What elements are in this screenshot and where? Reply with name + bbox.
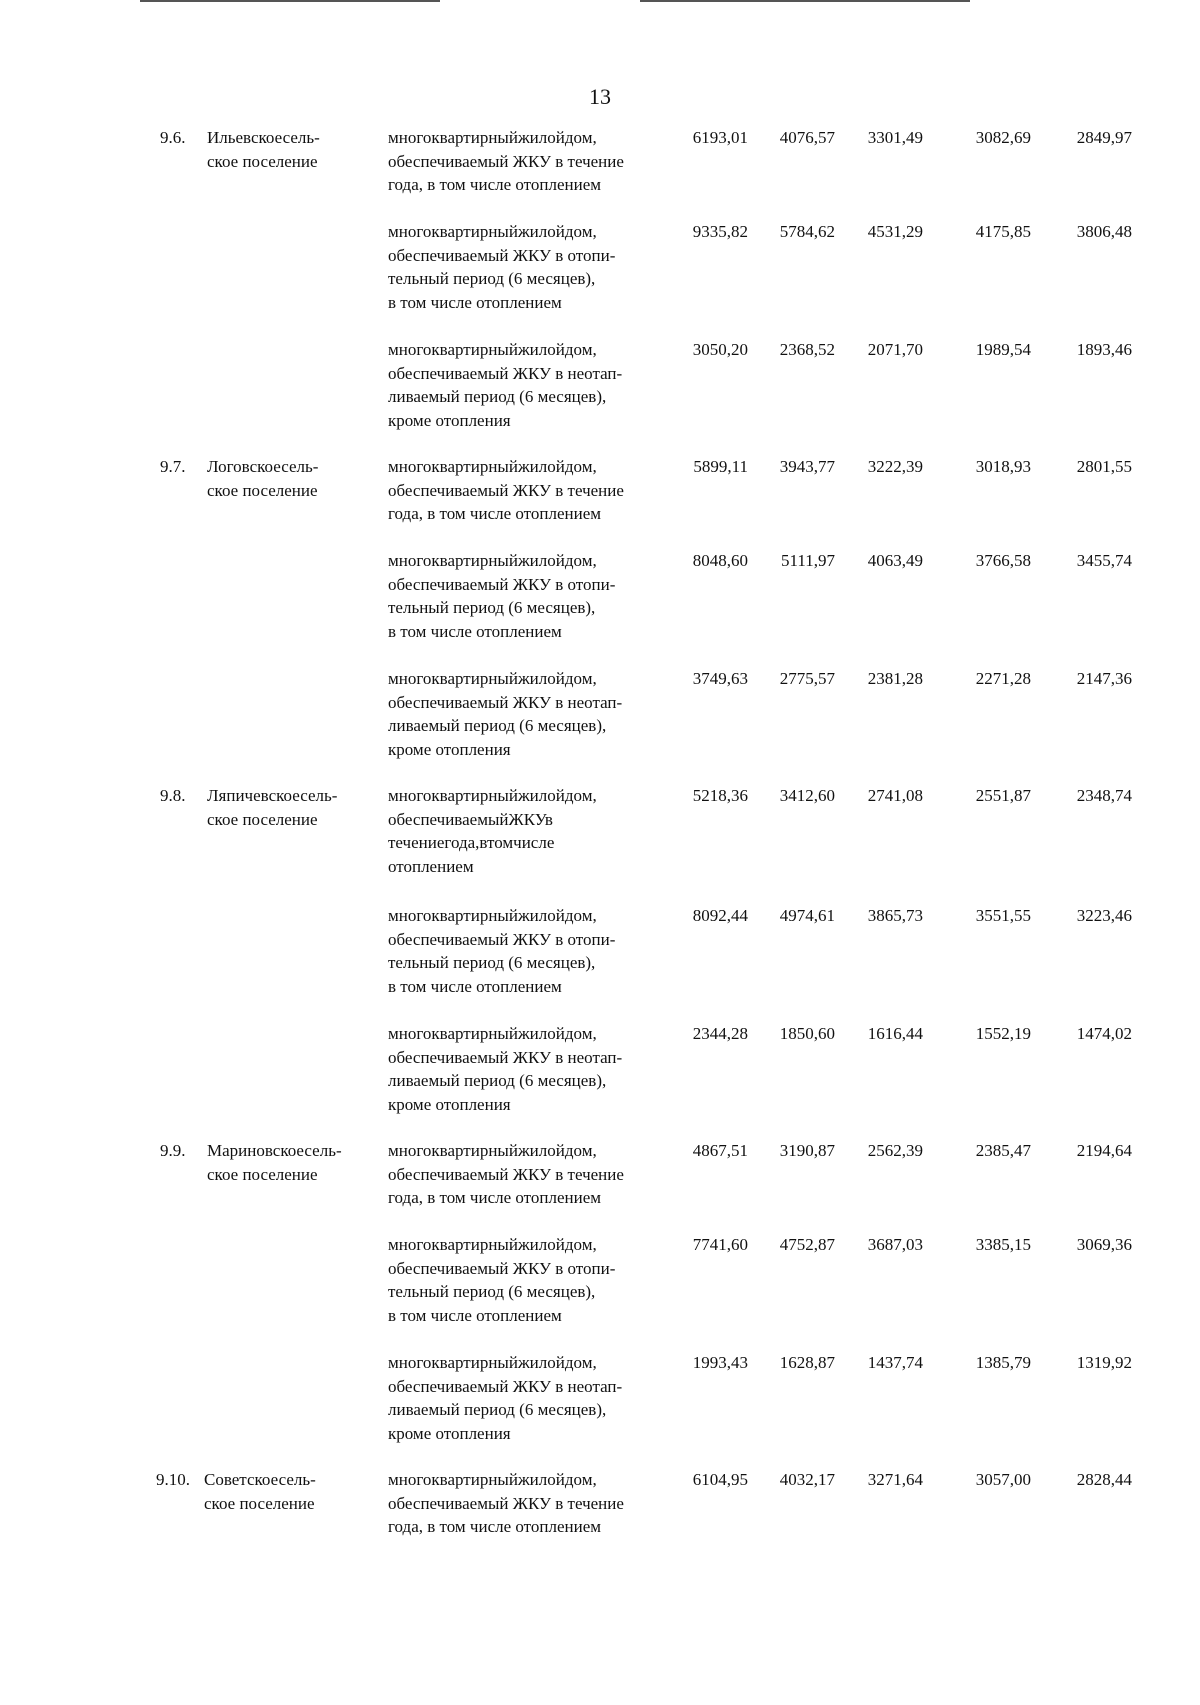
housing-type-description-line: обеспечиваемый ЖКУ в отопи-	[388, 1258, 616, 1278]
housing-type-description-line: многоквартирныйжилойдом,	[388, 786, 597, 805]
table-row	[0, 1022, 1200, 1116]
housing-type-description	[388, 784, 660, 878]
tariff-value-col-1: 3050,20	[692, 340, 748, 359]
tariff-value-col-2: 4032,17	[779, 1470, 835, 1489]
tariff-value-col-5: 3223,46	[1076, 906, 1132, 925]
tariff-value-col-5: 3806,48	[1076, 222, 1132, 241]
tariff-value-col-1: 2344,28	[692, 1024, 748, 1043]
housing-type-description-line: многоквартирныйжилойдом,	[388, 1024, 597, 1043]
housing-type-description-line: обеспечиваемый ЖКУ в неотап-	[388, 1047, 623, 1067]
row-number: 9.7.	[160, 457, 186, 476]
tariff-value-col-3: 4531,29	[867, 222, 923, 241]
settlement-name	[204, 1468, 372, 1515]
housing-type-description-line: обеспечиваемый ЖКУ в отопи-	[388, 245, 616, 265]
tariff-value-col-3: 3687,03	[867, 1235, 923, 1254]
housing-type-description	[388, 1233, 660, 1327]
tariff-value-col-4: 1552,19	[975, 1024, 1031, 1043]
tariff-value-col-4: 1385,79	[975, 1353, 1031, 1372]
housing-type-description-line: года, в том числе отоплением	[388, 1188, 601, 1207]
tariff-value-col-2: 5111,97	[781, 551, 835, 570]
tariff-value-col-4: 2385,47	[975, 1141, 1031, 1160]
housing-type-description-line: обеспечиваемый ЖКУ в отопи-	[388, 929, 616, 949]
housing-type-description-line: обеспечиваемый ЖКУ в течение	[388, 480, 624, 500]
row-number: 9.6.	[160, 128, 186, 147]
housing-type-description-line: течениегода,втомчисле	[388, 833, 555, 852]
tariff-value-col-5: 2194,64	[1076, 1141, 1132, 1160]
tariff-value-col-3: 2381,28	[867, 669, 923, 688]
settlement-name-line: ское поселение	[204, 1493, 315, 1513]
housing-type-description-line: года, в том числе отоплением	[388, 1517, 601, 1536]
table-row	[0, 126, 1200, 197]
tariff-value-col-4: 3057,00	[975, 1470, 1031, 1489]
tariff-value-col-4: 2551,87	[975, 786, 1031, 805]
housing-type-description-line: обеспечиваемый ЖКУ в отопи-	[388, 574, 616, 594]
housing-type-description	[388, 549, 660, 643]
settlement-name-line: ское поселение	[207, 480, 318, 500]
housing-type-description-line: ливаемый период (6 месяцев),	[388, 716, 607, 735]
scan-top-rule-right	[640, 0, 970, 2]
housing-type-description-line: многоквартирныйжилойдом,	[388, 128, 597, 147]
housing-type-description-line: года, в том числе отоплением	[388, 504, 601, 523]
housing-type-description-line: многоквартирныйжилойдом,	[388, 1235, 597, 1254]
tariff-value-col-2: 4752,87	[779, 1235, 835, 1254]
settlement-name	[207, 784, 375, 831]
tariff-value-col-1: 7741,60	[692, 1235, 748, 1254]
housing-type-description-line: ливаемый период (6 месяцев),	[388, 387, 607, 406]
housing-type-description-line: обеспечиваемый ЖКУ в неотап-	[388, 363, 623, 383]
housing-type-description-line: многоквартирныйжилойдом,	[388, 1141, 597, 1160]
tariff-value-col-5: 3069,36	[1076, 1235, 1132, 1254]
tariff-value-col-1: 5218,36	[692, 786, 748, 805]
housing-type-description-line: многоквартирныйжилойдом,	[388, 1353, 597, 1372]
table-row	[0, 338, 1200, 432]
tariff-value-col-2: 3943,77	[779, 457, 835, 476]
housing-type-description	[388, 904, 660, 998]
housing-type-description	[388, 455, 660, 526]
tariff-value-col-1: 4867,51	[692, 1141, 748, 1160]
tariff-value-col-4: 3082,69	[975, 128, 1031, 147]
housing-type-description-line: тельный период (6 месяцев),	[388, 598, 596, 617]
housing-type-description-line: в том числе отоплением	[388, 976, 562, 996]
row-number: 9.8.	[160, 786, 186, 805]
settlement-name-line: Ляпичевскоесель-	[207, 786, 338, 805]
tariff-value-col-1: 3749,63	[692, 669, 748, 688]
tariff-value-col-2: 4974,61	[779, 906, 835, 925]
settlement-name	[207, 126, 375, 173]
tariff-value-col-5: 1893,46	[1076, 340, 1132, 359]
housing-type-description-line: многоквартирныйжилойдом,	[388, 551, 597, 570]
tariff-value-col-5: 1319,92	[1076, 1353, 1132, 1372]
tariff-value-col-1: 9335,82	[692, 222, 748, 241]
settlement-name-line: ское поселение	[207, 1164, 318, 1184]
tariff-value-col-3: 3271,64	[867, 1470, 923, 1489]
tariff-value-col-5: 2828,44	[1076, 1470, 1132, 1489]
settlement-name-line: Советскоесель-	[204, 1470, 316, 1489]
housing-type-description-line: многоквартирныйжилойдом,	[388, 669, 597, 688]
table-row	[0, 1351, 1200, 1445]
tariff-value-col-4: 4175,85	[975, 222, 1031, 241]
table-row	[0, 904, 1200, 998]
table-row	[0, 220, 1200, 314]
tariff-value-col-1: 8092,44	[692, 906, 748, 925]
settlement-name	[207, 1139, 375, 1186]
housing-type-description-line: ливаемый период (6 месяцев),	[388, 1071, 607, 1090]
table-row	[0, 549, 1200, 643]
housing-type-description	[388, 1022, 660, 1116]
tariff-value-col-4: 1989,54	[975, 340, 1031, 359]
housing-type-description	[388, 667, 660, 761]
housing-type-description	[388, 220, 660, 314]
settlement-name-line: Ильевскоесель-	[207, 128, 320, 147]
table-row	[0, 667, 1200, 761]
settlement-name-line: Логовскоесель-	[207, 457, 319, 476]
housing-type-description	[388, 1139, 660, 1210]
scan-top-rule-left	[140, 0, 440, 2]
housing-type-description-line: обеспечиваемый ЖКУ в неотап-	[388, 692, 623, 712]
tariff-value-col-2: 5784,62	[779, 222, 835, 241]
tariff-value-col-2: 4076,57	[779, 128, 835, 147]
housing-type-description-line: многоквартирныйжилойдом,	[388, 457, 597, 476]
tariff-value-col-3: 3865,73	[867, 906, 923, 925]
housing-type-description-line: обеспечиваемый ЖКУ в течение	[388, 1493, 624, 1513]
housing-type-description-line: кроме отопления	[388, 1423, 511, 1443]
housing-type-description-line: тельный период (6 месяцев),	[388, 269, 596, 288]
row-number: 9.9.	[160, 1141, 186, 1160]
housing-type-description-line: обеспечиваемый ЖКУ в течение	[388, 1164, 624, 1184]
table-row	[0, 1233, 1200, 1327]
table-row	[0, 784, 1200, 878]
tariff-value-col-3: 1437,74	[867, 1353, 923, 1372]
table-row	[0, 455, 1200, 526]
tariff-value-col-3: 2071,70	[867, 340, 923, 359]
tariff-value-col-2: 2368,52	[779, 340, 835, 359]
housing-type-description-line: обеспечиваемый ЖКУ в неотап-	[388, 1376, 623, 1396]
housing-type-description-line: кроме отопления	[388, 410, 511, 430]
tariff-value-col-2: 2775,57	[779, 669, 835, 688]
housing-type-description	[388, 338, 660, 432]
housing-type-description-line: в том числе отоплением	[388, 1305, 562, 1325]
tariff-value-col-3: 3301,49	[867, 128, 923, 147]
table-row	[0, 1468, 1200, 1539]
tariff-value-col-5: 2801,55	[1076, 457, 1132, 476]
housing-type-description-line: отоплением	[388, 856, 474, 876]
tariff-value-col-3: 3222,39	[867, 457, 923, 476]
tariff-value-col-4: 3551,55	[975, 906, 1031, 925]
housing-type-description-line: кроме отопления	[388, 1094, 511, 1114]
tariff-value-col-5: 2147,36	[1076, 669, 1132, 688]
tariff-value-col-4: 3766,58	[975, 551, 1031, 570]
tariff-value-col-2: 1850,60	[779, 1024, 835, 1043]
housing-type-description-line: обеспечиваемыйЖКУв	[388, 809, 553, 829]
settlement-name-line: Мариновскоесель-	[207, 1141, 342, 1160]
housing-type-description-line: ливаемый период (6 месяцев),	[388, 1400, 607, 1419]
tariff-value-col-2: 3190,87	[779, 1141, 835, 1160]
tariff-value-col-1: 6104,95	[692, 1470, 748, 1489]
page-number: 13	[589, 84, 611, 109]
housing-type-description-line: в том числе отоплением	[388, 621, 562, 641]
tariff-value-col-3: 2562,39	[867, 1141, 923, 1160]
tariff-value-col-2: 1628,87	[779, 1353, 835, 1372]
housing-type-description-line: кроме отопления	[388, 739, 511, 759]
tariff-value-col-1: 6193,01	[692, 128, 748, 147]
table-row	[0, 1139, 1200, 1210]
housing-type-description	[388, 126, 660, 197]
tariff-value-col-5: 2849,97	[1076, 128, 1132, 147]
row-number: 9.10.	[156, 1470, 190, 1489]
housing-type-description	[388, 1468, 660, 1539]
tariff-value-col-1: 1993,43	[692, 1353, 748, 1372]
tariff-value-col-4: 2271,28	[975, 669, 1031, 688]
tariff-value-col-3: 4063,49	[867, 551, 923, 570]
tariff-value-col-4: 3385,15	[975, 1235, 1031, 1254]
settlement-name-line: ское поселение	[207, 809, 318, 829]
tariff-value-col-5: 3455,74	[1076, 551, 1132, 570]
settlement-name	[207, 455, 375, 502]
housing-type-description-line: года, в том числе отоплением	[388, 175, 601, 194]
tariff-value-col-3: 2741,08	[867, 786, 923, 805]
housing-type-description-line: тельный период (6 месяцев),	[388, 1282, 596, 1301]
tariff-value-col-5: 1474,02	[1076, 1024, 1132, 1043]
housing-type-description-line: обеспечиваемый ЖКУ в течение	[388, 151, 624, 171]
tariff-value-col-1: 5899,11	[693, 457, 748, 476]
housing-type-description-line: тельный период (6 месяцев),	[388, 953, 596, 972]
housing-type-description-line: многоквартирныйжилойдом,	[388, 906, 597, 925]
tariff-value-col-5: 2348,74	[1076, 786, 1132, 805]
tariff-value-col-1: 8048,60	[692, 551, 748, 570]
housing-type-description-line: многоквартирныйжилойдом,	[388, 222, 597, 241]
tariff-value-col-3: 1616,44	[867, 1024, 923, 1043]
housing-type-description-line: многоквартирныйжилойдом,	[388, 340, 597, 359]
housing-type-description	[388, 1351, 660, 1445]
tariff-value-col-2: 3412,60	[779, 786, 835, 805]
housing-type-description-line: в том числе отоплением	[388, 292, 562, 312]
tariff-value-col-4: 3018,93	[975, 457, 1031, 476]
housing-type-description-line: многоквартирныйжилойдом,	[388, 1470, 597, 1489]
settlement-name-line: ское поселение	[207, 151, 318, 171]
